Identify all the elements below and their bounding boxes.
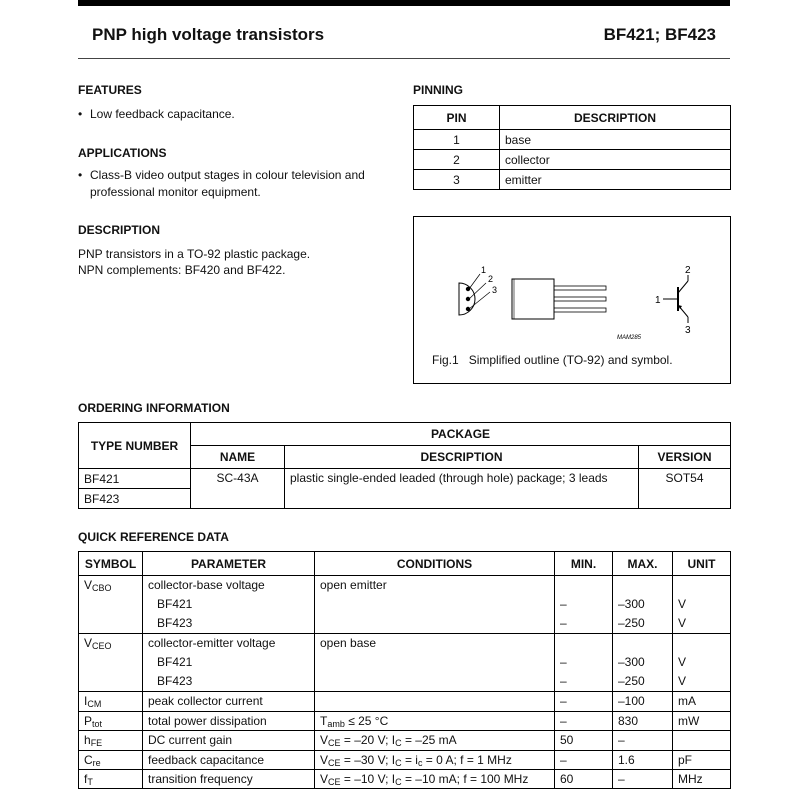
cond-part: V: [320, 752, 329, 767]
package-name: SC-43A: [191, 469, 285, 509]
cond-sub: c: [417, 757, 423, 768]
quick-reference-heading: QUICK REFERENCE DATA: [78, 530, 229, 544]
symbol-label-1: 1: [655, 295, 661, 306]
unit-cell: MHz: [673, 769, 731, 788]
ordering-description-header: DESCRIPTION: [285, 446, 639, 469]
symbol-cell: [79, 711, 143, 730]
lead-dot: [466, 297, 470, 301]
conditions-cell: [315, 653, 555, 672]
min-cell: –: [555, 653, 613, 672]
description-line-1: PNP transistors in a TO-92 plastic package.: [78, 247, 311, 261]
max-cell: [613, 576, 673, 595]
top-rule: [78, 0, 730, 6]
type-cell: BF421: [143, 595, 315, 614]
symbol-sub: T: [87, 776, 93, 787]
unit-cell: mW: [673, 711, 731, 730]
unit-cell: V: [673, 672, 731, 691]
symbol-cell: [79, 653, 143, 672]
cond-part: = –10 mA; f = 100 MHz: [401, 771, 529, 786]
table-row: [414, 170, 731, 190]
cond-part: = i: [401, 752, 418, 767]
package-header: PACKAGE: [191, 423, 731, 446]
parameter-cell: DC current gain: [143, 731, 315, 750]
max-cell: –250: [613, 672, 673, 691]
symbol-sub: FE: [90, 738, 103, 749]
unit-cell: mA: [673, 692, 731, 711]
applications-heading: APPLICATIONS: [78, 146, 167, 160]
max-cell: –300: [613, 653, 673, 672]
unit-cell: pF: [673, 750, 731, 769]
symbol-cell: [79, 731, 143, 750]
ordering-heading: ORDERING INFORMATION: [78, 401, 230, 415]
parameter-cell: collector-base voltage: [143, 576, 315, 595]
conditions-cell: open base: [315, 634, 555, 653]
document-title: PNP high voltage transistors: [92, 25, 325, 44]
conditions-header: CONDITIONS: [315, 552, 555, 576]
table-row: [79, 653, 731, 672]
min-cell: –: [555, 672, 613, 691]
max-cell: –250: [613, 614, 673, 633]
symbol-cell: [79, 595, 143, 614]
symbol-cell: [79, 692, 143, 711]
pin-description: collector: [500, 150, 731, 170]
type-cell: BF423: [143, 672, 315, 691]
min-cell: –: [555, 692, 613, 711]
parameter-cell: feedback capacitance: [143, 750, 315, 769]
conditions-cell: [315, 692, 555, 711]
pinning-heading: PINNING: [413, 83, 464, 97]
package-description: plastic single-ended leaded (through hole) package; 3 leads: [285, 469, 639, 509]
symbol-main: V: [84, 636, 93, 651]
cond-part: = –30 V; I: [340, 752, 396, 767]
cond-part: = –10 V; I: [340, 771, 396, 786]
min-cell: 60: [555, 769, 613, 788]
header-rule: [78, 58, 730, 59]
conditions-cell: [315, 731, 555, 750]
symbol-cell: [79, 750, 143, 769]
symbol-main: h: [84, 733, 91, 748]
figure-number: Fig.1: [432, 353, 459, 367]
symbol-main: C: [84, 752, 93, 767]
conditions-cell: open emitter: [315, 576, 555, 595]
unit-header: UNIT: [673, 552, 731, 576]
conditions-cell: [315, 750, 555, 769]
lead-side: [554, 308, 606, 312]
pin-description-col-header: DESCRIPTION: [500, 106, 731, 130]
table-row: [79, 614, 731, 633]
min-cell: –: [555, 614, 613, 633]
table-row: [79, 769, 731, 788]
cond-sub: C: [395, 738, 402, 749]
conditions-cell: [315, 769, 555, 788]
cond-part: ≤ 25 °C: [344, 713, 389, 728]
symbol-cell: [79, 769, 143, 788]
min-cell: [555, 576, 613, 595]
table-row: [79, 731, 731, 750]
lead-dot: [466, 287, 470, 291]
symbol-sub: CEO: [92, 641, 112, 652]
part-numbers: BF421; BF423: [603, 25, 716, 44]
max-cell: 1.6: [613, 750, 673, 769]
symbol-cell: [79, 576, 143, 595]
type-cell: BF423: [143, 614, 315, 633]
leader-line: [469, 292, 490, 309]
max-cell: [613, 634, 673, 653]
symbol-main: P: [84, 713, 93, 728]
parameter-cell: total power dissipation: [143, 711, 315, 730]
leader-line: [469, 274, 480, 289]
pin-number: 3: [414, 170, 500, 190]
conditions-cell: [315, 595, 555, 614]
cond-part: = 0 A; f = 1 MHz: [422, 752, 512, 767]
cond-sub: C: [395, 757, 402, 768]
symbol-sub: re: [92, 757, 101, 768]
pin-description: base: [500, 130, 731, 150]
type-cell: BF421: [143, 653, 315, 672]
table-row: [79, 469, 731, 489]
symbol-label-2: 2: [685, 265, 691, 276]
figure-caption: [432, 353, 673, 367]
max-cell: –: [613, 769, 673, 788]
unit-cell: V: [673, 614, 731, 633]
figure-caption-text: Simplified outline (TO-92) and symbol.: [468, 353, 673, 367]
cond-part: = –20 V; I: [340, 733, 396, 748]
min-header: MIN.: [555, 552, 613, 576]
cond-sub: CE: [328, 738, 341, 749]
package-side-view: [512, 279, 554, 319]
unit-cell: V: [673, 595, 731, 614]
parameter-header: PARAMETER: [143, 552, 315, 576]
symbol-main: V: [84, 578, 93, 592]
name-header: NAME: [191, 446, 285, 469]
max-cell: –300: [613, 595, 673, 614]
table-row: [79, 672, 731, 691]
conditions-cell: [315, 614, 555, 633]
pin-number: 2: [414, 150, 500, 170]
symbol-main: f: [84, 771, 88, 786]
figure-code: MAM285: [617, 335, 642, 341]
figure-box: [413, 216, 731, 384]
to92-outline-drawing: [414, 217, 730, 347]
type-number-header: TYPE NUMBER: [79, 423, 191, 469]
pin-number: 1: [414, 130, 500, 150]
description-line-2: NPN complements: BF420 and BF422.: [78, 263, 286, 277]
symbol-main: I: [84, 694, 88, 709]
type-number: BF421: [79, 469, 191, 489]
cond-part: V: [320, 733, 329, 748]
cond-part: T: [320, 713, 328, 728]
ordering-table: [78, 422, 731, 509]
max-cell: –100: [613, 692, 673, 711]
min-cell: –: [555, 750, 613, 769]
symbol-sub: CBO: [92, 583, 112, 593]
label-pin-3: 3: [492, 285, 498, 295]
symbol-cell: [79, 672, 143, 691]
collector-lead: [678, 281, 688, 293]
table-row: [79, 692, 731, 711]
parameter-cell: collector-emitter voltage: [143, 634, 315, 653]
parameter-cell: peak collector current: [143, 692, 315, 711]
symbol-sub: tot: [92, 718, 103, 729]
symbol-cell: [79, 614, 143, 633]
table-row: [79, 711, 731, 730]
package-version: SOT54: [639, 469, 731, 509]
applications-item: • Class-B video output stages in colour television and professional monitor equipment.: [78, 167, 388, 201]
symbol-header: SYMBOL: [79, 552, 143, 576]
conditions-cell: [315, 672, 555, 691]
table-row: [79, 750, 731, 769]
lead-side: [554, 286, 606, 290]
cond-sub: CE: [328, 776, 341, 787]
quick-reference-table: [78, 551, 731, 789]
min-cell: –: [555, 711, 613, 730]
version-header: VERSION: [639, 446, 731, 469]
symbol-label-3: 3: [685, 325, 691, 336]
max-header: MAX.: [613, 552, 673, 576]
min-cell: [555, 634, 613, 653]
lead-side: [554, 297, 606, 301]
symbol-cell: [79, 634, 143, 653]
table-row: [79, 634, 731, 653]
table-row: [414, 130, 731, 150]
unit-cell: [673, 731, 731, 750]
table-row: [414, 150, 731, 170]
cond-part: = –25 mA: [401, 733, 457, 748]
label-pin-1: 1: [481, 265, 487, 275]
label-pin-2: 2: [488, 274, 494, 284]
pin-description: emitter: [500, 170, 731, 190]
pin-col-header: PIN: [414, 106, 500, 130]
type-number: BF423: [79, 489, 191, 509]
cond-part: V: [320, 771, 329, 786]
features-heading: FEATURES: [78, 83, 142, 97]
cond-sub: amb: [327, 718, 345, 729]
pinning-table: [413, 105, 731, 190]
cond-sub: CE: [328, 757, 341, 768]
parameter-cell: transition frequency: [143, 769, 315, 788]
conditions-cell: [315, 711, 555, 730]
min-cell: 50: [555, 731, 613, 750]
table-row: [79, 595, 731, 614]
unit-cell: V: [673, 653, 731, 672]
unit-cell: [673, 634, 731, 653]
table-row: [79, 576, 731, 595]
description-heading: DESCRIPTION: [78, 223, 161, 237]
cond-sub: C: [395, 776, 402, 787]
max-cell: –: [613, 731, 673, 750]
unit-cell: [673, 576, 731, 595]
min-cell: –: [555, 595, 613, 614]
symbol-sub: CM: [87, 699, 102, 710]
max-cell: 830: [613, 711, 673, 730]
features-item: • Low feedback capacitance.: [78, 106, 388, 123]
